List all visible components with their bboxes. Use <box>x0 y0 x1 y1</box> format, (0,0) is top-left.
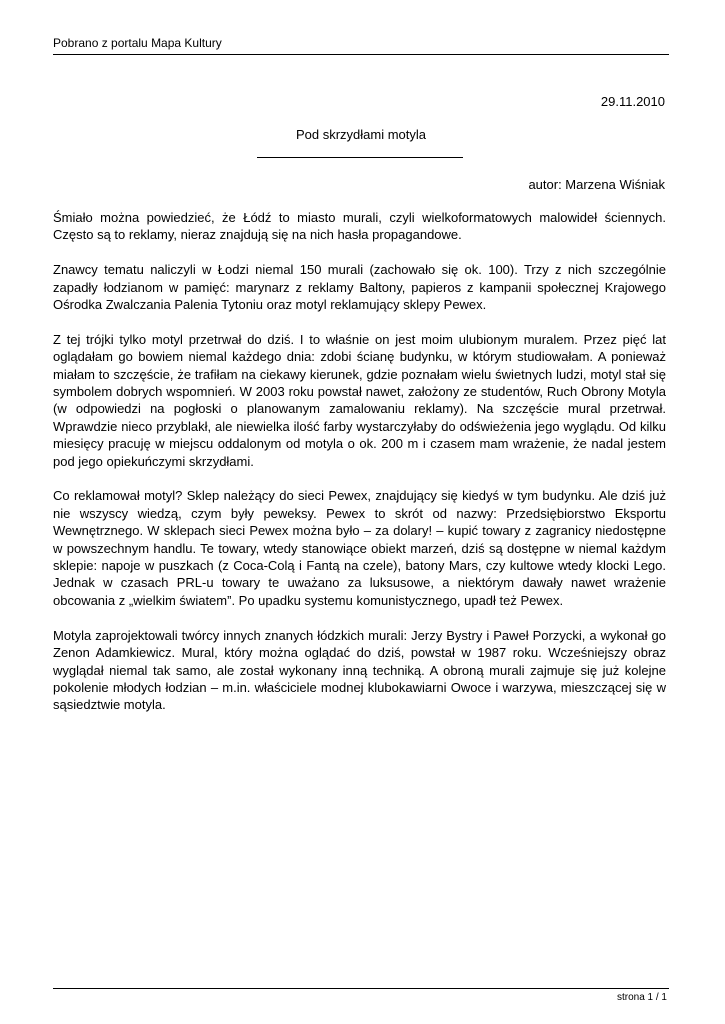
paragraph-1: Śmiało można powiedzieć, że Łódź to miasto murali, czyli wielkoformatowych malowideł ściennych. Często są to reklamy, nieraz znajdują się na nich hasła propagandowe. <box>53 210 666 243</box>
paragraph-5: Motyla zaprojektowali twórcy innych znanych łódzkich murali: Jerzy Bystry i Paweł Porzycki, a wykonał go Zenon Adamkiewicz. Mural, który można oglądać do dziś, powstał w 1987 roku. Wcześniejszy obraz wyglądał niemal tak samo, ale został wykonany inną techniką. A obroną murali zajmuje się już kolejne pokolenie młodych łodzian – m.in. właściciele modnej klubokawiarni Owoce i warzywa, mieszczącej się w sąsiedztwie motyla. <box>53 627 666 713</box>
article-body <box>53 209 666 731</box>
paragraph-2: Znawcy tematu naliczyli w Łodzi niemal 150 murali (zachowało się ok. 100). Trzy z nich szczególnie zapadły łodzianom w pamięć: marynarz z reklamy Baltony, papieros z kampanii społecznej Krajowego Ośrodka Zwalczania Palenia Tytoniu oraz motyl reklamujący sklepy Pewex. <box>53 262 666 313</box>
title-divider <box>257 157 463 158</box>
paragraph-4: Co reklamował motyl? Sklep należący do sieci Pewex, znajdujący się kiedyś w tym budynku. Ale dziś już nie wszyscy wiedzą, czym były peweksy. Pewex to skrót od nazwy: Przedsiębiorstwo Eksportu Wewnętrznego. W sklepach sieci Pewex można było – za dolary! – kupić towary z zagranicy niedostępne w powszechnym handlu. Te towary, wtedy stanowiące obiekt marzeń, dziś są dostępne w niemal każdym sklepie: napoje w puszkach (z Coca-Colą i Fantą na czele), batony Mars, czy kultowe wtedy klocki Lego. Jednak w czasach PRL-u towary te uważano za luksusowe, a niektórym dawały nawet wrażenie obcowania z „wielkim światem”. Po upadku systemu komunistycznego, upadł też Pewex. <box>53 488 666 608</box>
header-divider <box>53 54 669 55</box>
page-number: strona 1 / 1 <box>616 992 667 1003</box>
article-author: autor: Marzena Wiśniak <box>528 177 665 192</box>
article-title: Pod skrzydłami motyla <box>295 127 427 142</box>
article-date: 29.11.2010 <box>600 94 665 109</box>
header-source: Pobrano z portalu Mapa Kultury <box>53 36 222 50</box>
paragraph-3: Z tej trójki tylko motyl przetrwał do dziś. I to właśnie on jest moim ulubionym muralem. Przez pięć lat oglądałam go bowiem niemal każdego dnia: zdobi ścianę budynku, w którym studiowałam. A ponieważ miałam to szczęście, że trafiłam na ciekawy kierunek, gdzie poznałam wielu świetnych ludzi, motyl stał się symbolem dobrych wspomnień. W 2003 roku powstał nawet, założony ze studentów, Ruch Obrony Motyla (w odpowiedzi na pogłoski o planowanym zamalowaniu reklamy). Na szczęście mural przetrwał. Wprawdzie nieco przyblakł, ale niewielka ilość farby wystarczyłaby do odświeżenia jego wyglądu. Od kilku miesięcy pracuję w miejscu oddalonym od motyla o ok. 200 m i czasem mam wrażenie, że nadal jestem pod jego opiekuńczymi skrzydłami. <box>53 331 666 469</box>
footer-divider <box>53 988 669 989</box>
